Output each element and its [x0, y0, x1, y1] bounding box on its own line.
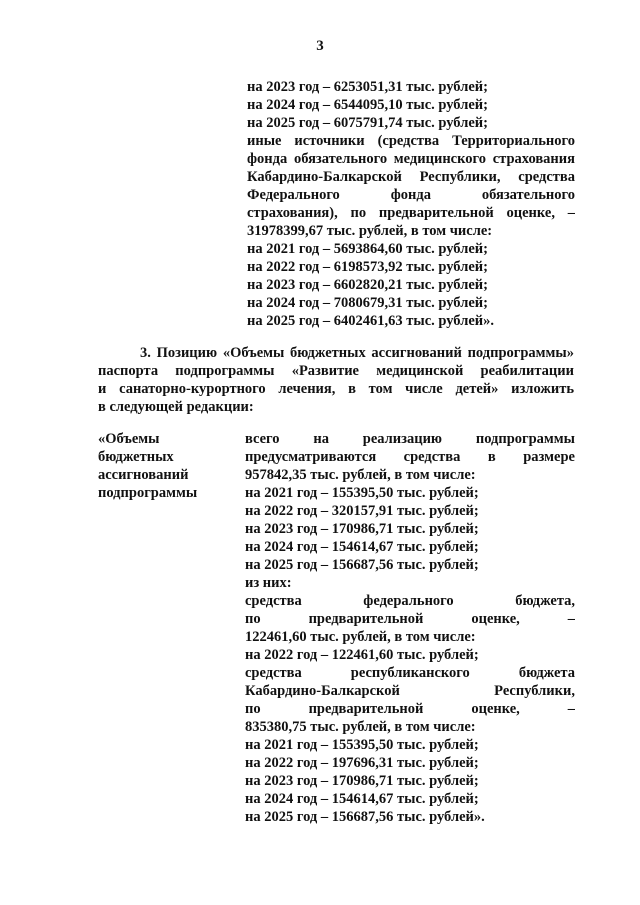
text-line: на 2024 год – 7080679,31 тыс. рублей;	[247, 295, 488, 311]
value-line: на 2022 год – 122461,60 тыс. рублей;	[245, 647, 479, 663]
text-line: Кабардино-Балкарской Республики, средства	[247, 169, 575, 185]
paragraph-line: паспорта подпрограммы «Развитие медицинской реабилитации	[98, 363, 574, 379]
label-line: подпрограммы	[98, 485, 198, 501]
paragraph-line: и санаторно-курортного лечения, в том числе детей» изложить	[98, 381, 574, 397]
label-line: ассигнований	[98, 467, 189, 483]
value-line: 122461,60 тыс. рублей, в том числе:	[245, 629, 476, 645]
text-line: иные источники (средства Территориального	[247, 133, 575, 149]
text-line: на 2024 год – 6544095,10 тыс. рублей;	[247, 97, 488, 113]
text-line: на 2021 год – 5693864,60 тыс. рублей;	[247, 241, 488, 257]
text-line: страхования), по предварительной оценке, –	[247, 205, 575, 221]
value-line: из них:	[245, 575, 292, 591]
value-line: по предварительной оценке, –	[245, 701, 575, 717]
text-line: Федерального фонда обязательного	[247, 187, 575, 203]
paragraph-line: в следующей редакции:	[98, 399, 254, 415]
value-line: на 2024 год – 154614,67 тыс. рублей;	[245, 539, 479, 555]
value-line: по предварительной оценке, –	[245, 611, 575, 627]
text-line: 31978399,67 тыс. рублей, в том числе:	[247, 223, 493, 239]
value-line: на 2022 год – 320157,91 тыс. рублей;	[245, 503, 479, 519]
value-line: на 2023 год – 170986,71 тыс. рублей;	[245, 773, 479, 789]
text-line: на 2025 год – 6402461,63 тыс. рублей».	[247, 313, 494, 329]
value-line: на 2023 год – 170986,71 тыс. рублей;	[245, 521, 479, 537]
value-line: предусматриваются средства в размере	[245, 449, 575, 465]
value-line: на 2024 год – 154614,67 тыс. рублей;	[245, 791, 479, 807]
value-line: на 2025 год – 156687,56 тыс. рублей».	[245, 809, 485, 825]
value-line: на 2022 год – 197696,31 тыс. рублей;	[245, 755, 479, 771]
value-line: всего на реализацию подпрограммы	[245, 431, 575, 447]
text-line: фонда обязательного медицинского страхования	[247, 151, 575, 167]
value-line: на 2021 год – 155395,50 тыс. рублей;	[245, 485, 479, 501]
paragraph-line: 3. Позицию «Объемы бюджетных ассигнований подпрограммы»	[140, 345, 574, 361]
value-line: на 2021 год – 155395,50 тыс. рублей;	[245, 737, 479, 753]
label-line: бюджетных	[98, 449, 174, 465]
label-line: «Объемы	[98, 431, 160, 447]
value-line: на 2025 год – 156687,56 тыс. рублей;	[245, 557, 479, 573]
value-line: средства республиканского бюджета	[245, 665, 575, 681]
value-line: Кабардино-Балкарской Республики,	[245, 683, 575, 699]
page-number: 3	[316, 38, 324, 54]
value-line: средства федерального бюджета,	[245, 593, 575, 609]
text-line: на 2025 год – 6075791,74 тыс. рублей;	[247, 115, 488, 131]
text-line: на 2023 год – 6602820,21 тыс. рублей;	[247, 277, 488, 293]
text-line: на 2023 год – 6253051,31 тыс. рублей;	[247, 79, 488, 95]
value-line: 957842,35 тыс. рублей, в том числе:	[245, 467, 476, 483]
value-line: 835380,75 тыс. рублей, в том числе:	[245, 719, 476, 735]
text-line: на 2022 год – 6198573,92 тыс. рублей;	[247, 259, 488, 275]
